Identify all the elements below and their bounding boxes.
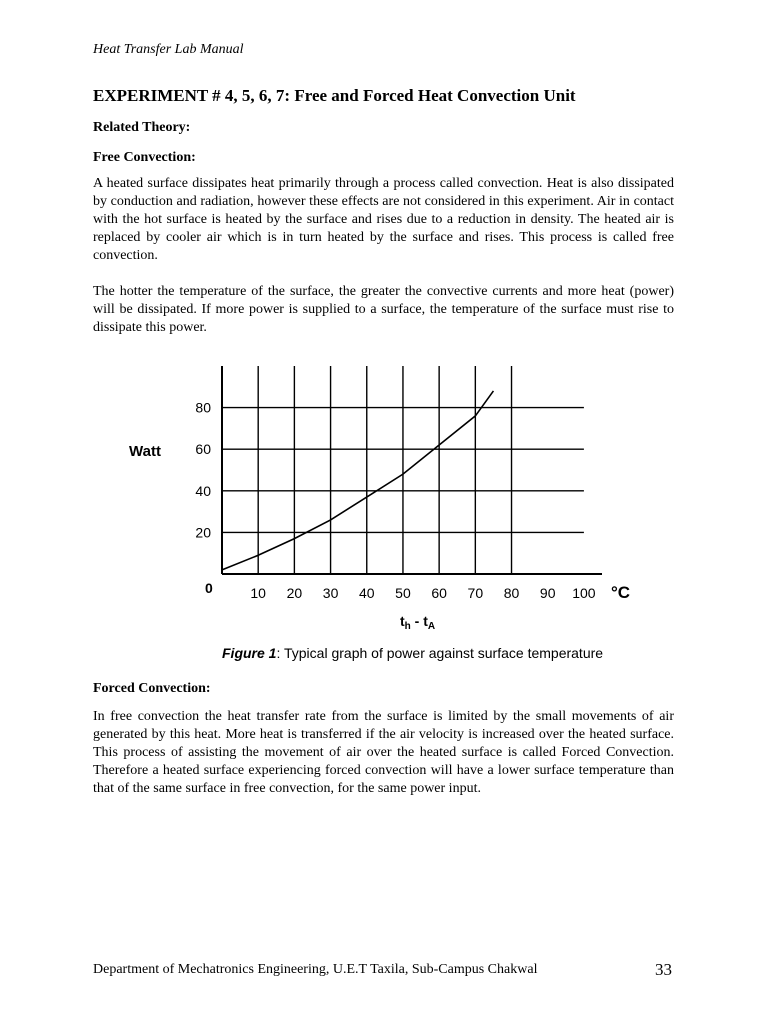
x-axis-label: $t_h - t_A$ [400, 613, 436, 632]
x-unit-label: °C [611, 583, 631, 602]
figure-caption-text: : Typical graph of power against surface temperature [276, 645, 604, 661]
free-convection-paragraph-2: The hotter the temperature of the surface, the greater the convective currents and more heat (power) will be dissipated. If more power is supplied to a surface, the temperature of the surface must rise to dissipate this power. [93, 284, 674, 335]
x-tick-label: 30 [322, 585, 339, 601]
x-tick-label: 40 [358, 585, 375, 601]
x-tick-label: 70 [467, 585, 484, 601]
x-tick-label: 50 [395, 585, 411, 601]
origin-label: 0 [205, 580, 213, 596]
y-tick-label: 40 [195, 482, 211, 499]
experiment-title: EXPERIMENT # 4, 5, 6, 7: Free and Forced Heat Convection Unit [93, 86, 576, 105]
y-tick-label: 60 [195, 441, 211, 458]
figure-label: Figure 1 [222, 645, 277, 661]
x-tick-label: 10 [250, 585, 266, 601]
figure-caption [222, 645, 603, 661]
free-convection-paragraph-1: A heated surface dissipates heat primarily through a process called convection. Heat is also dissipated by conduction and radiation, however these effects are not considered in this experiment. Air in contact with the hot surface is heated by the surface and rises due to a reduction in density. The heated air is replaced by cooler air which is in turn heated by the surface and rises. This process is called free convection. [93, 176, 674, 263]
page-number: 33 [655, 960, 672, 979]
y-tick-label: 80 [195, 399, 211, 416]
free-convection-heading: Free Convection: [93, 150, 196, 165]
chart-grid [222, 366, 602, 574]
forced-convection-paragraph: In free convection the heat transfer rate from the surface is limited by the small movements of air generated by this heat. More heat is transferred if the air velocity is increased over the heated surface. This process of assisting the movement of air over the heated surface is called Forced Convection. Therefore a heated surface experiencing forced convection will have a lower surface temperature than that of the same surface in free convection, for the same power input. [93, 709, 674, 796]
x-tick-label: 20 [286, 585, 303, 601]
footer-department: Department of Mechatronics Engineering, U.E.T Taxila, Sub-Campus Chakwal [93, 962, 538, 977]
x-tick-label: 90 [539, 585, 556, 601]
chart-series [222, 391, 493, 570]
related-theory-heading: Related Theory: [93, 120, 191, 135]
x-tick-label: 60 [431, 585, 447, 601]
series-line [222, 391, 493, 570]
y-axis-label: Watt [129, 443, 161, 460]
running-header: Heat Transfer Lab Manual [93, 42, 244, 57]
x-tick-label: 80 [503, 585, 520, 601]
y-tick-label: 20 [195, 524, 211, 541]
x-tick-label: 100 [572, 585, 596, 601]
chart-tick-labels [195, 400, 595, 601]
forced-convection-heading: Forced Convection: [93, 681, 211, 696]
